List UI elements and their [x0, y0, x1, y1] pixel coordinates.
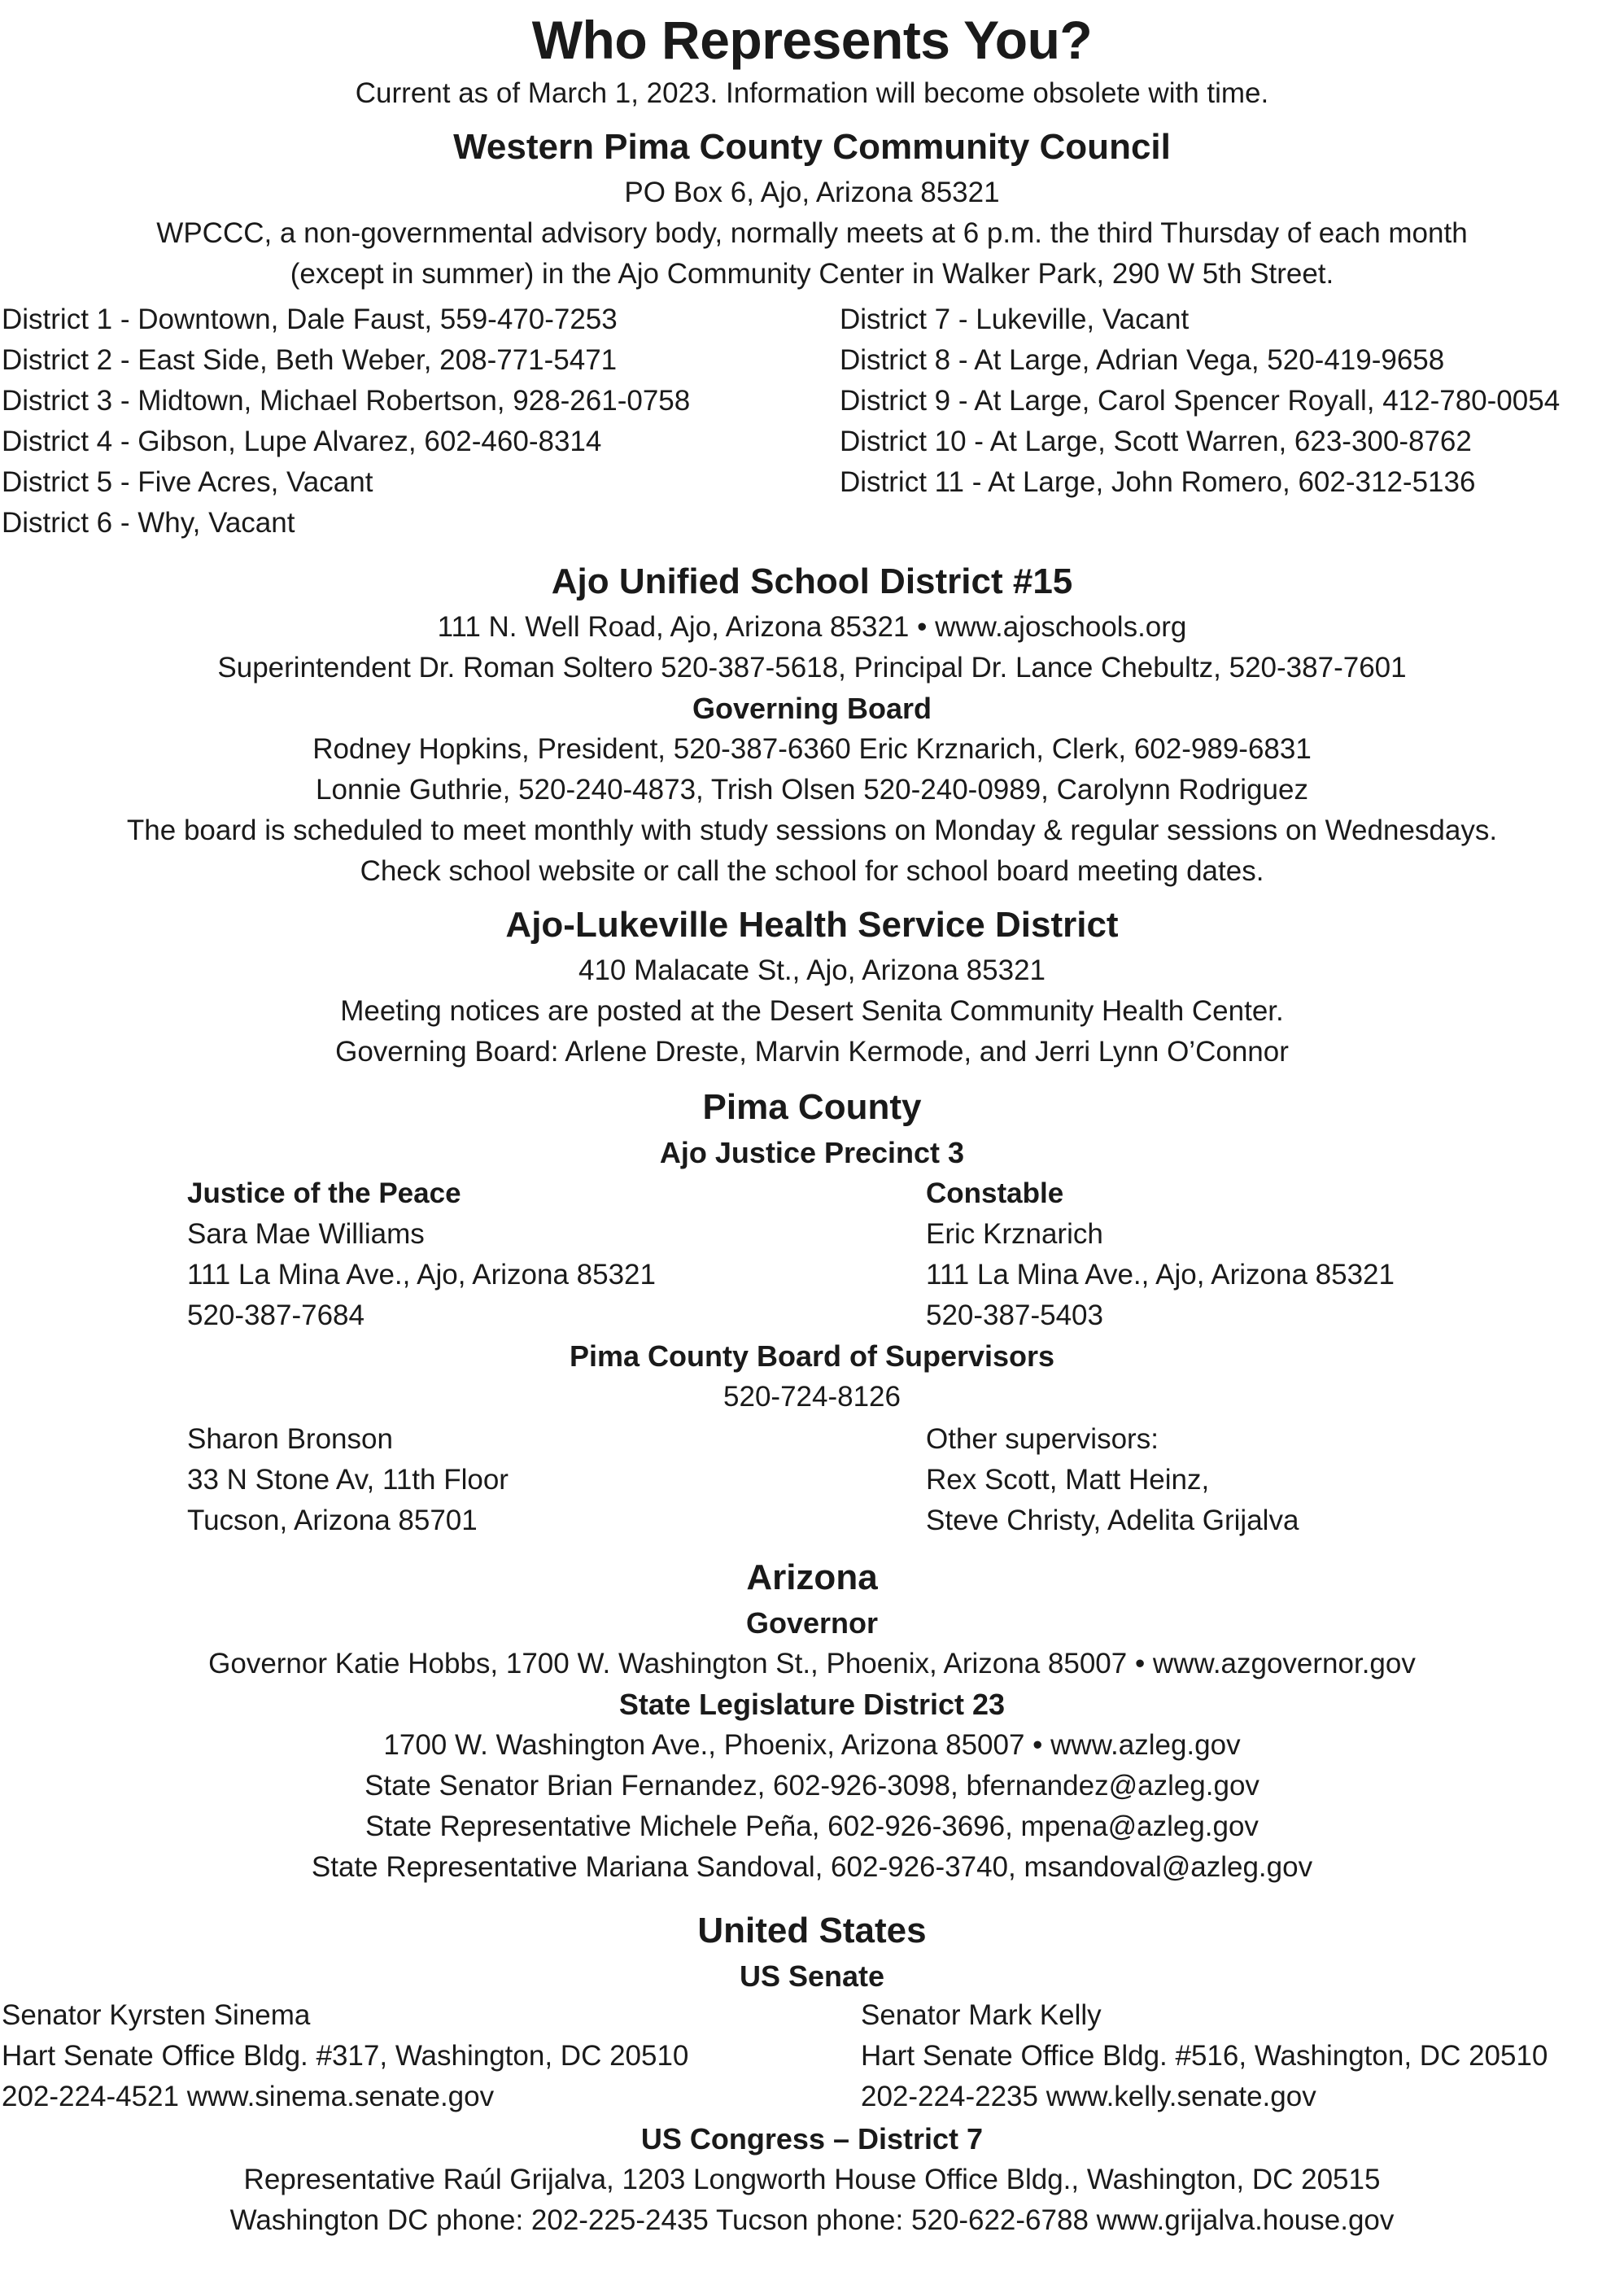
legislature-line: State Representative Mariana Sandoval, 602-926-3740, msandoval@azleg.gov — [311, 1851, 1313, 1883]
supervisor-line: Other supervisors: — [926, 1423, 1159, 1455]
us-heading: United States — [697, 1911, 927, 1950]
health-heading: Ajo-Lukeville Health Service District — [505, 905, 1119, 945]
supervisors-heading-block — [0, 1336, 1624, 1417]
school-board-members: Lonnie Guthrie, 520-240-4873, Trish Olsen 520-240-0989, Carolynn Rodriguez — [316, 774, 1308, 806]
health-board: Governing Board: Arlene Dreste, Marvin Kermode, and Jerri Lynn O’Connor — [335, 1036, 1289, 1068]
supervisor-line: Sharon Bronson — [187, 1423, 393, 1455]
constable-name: Eric Krznarich — [926, 1218, 1103, 1250]
pima-precinct-heading: Ajo Justice Precinct 3 — [659, 1136, 965, 1169]
congress-heading: US Congress – District 7 — [640, 2122, 984, 2156]
district-item: District 1 - Downtown, Dale Faust, 559-470-7253 — [2, 304, 618, 335]
district-item: District 9 - At Large, Carol Spencer Royall, 412-780-0054 — [840, 385, 1561, 417]
arizona-section — [0, 1553, 1624, 1888]
senator-line: Hart Senate Office Bldg. #516, Washington, DC 20510 — [861, 2040, 1548, 2072]
us-section — [0, 1906, 1624, 1997]
page-title: Who Represents You? — [531, 10, 1093, 70]
district-item: District 10 - At Large, Scott Warren, 623-300-8762 — [840, 426, 1472, 457]
supervisor-line: Rex Scott, Matt Heinz, — [926, 1464, 1210, 1496]
health-section — [0, 900, 1624, 1072]
jp-title: Justice of the Peace — [187, 1177, 461, 1209]
school-board-members: Rodney Hopkins, President, 520-387-6360 Eric Krznarich, Clerk, 602-989-6831 — [312, 733, 1312, 765]
constable-title: Constable — [926, 1177, 1064, 1209]
jp-name: Sara Mae Williams — [187, 1218, 425, 1250]
congress-section — [0, 2119, 1624, 2241]
supervisor-line: Tucson, Arizona 85701 — [187, 1505, 478, 1536]
title-block — [0, 7, 1624, 114]
wpccc-description: (except in summer) in the Ajo Community Center in Walker Park, 290 W 5th Street. — [290, 258, 1334, 290]
senate-heading: US Senate — [739, 1959, 885, 1993]
legislature-line: State Senator Brian Fernandez, 602-926-3098, bfernandez@azleg.gov — [365, 1770, 1259, 1802]
district-item: District 8 - At Large, Adrian Vega, 520-419-9658 — [840, 344, 1445, 376]
pima-section — [0, 1082, 1624, 1173]
governor-heading: Governor — [745, 1606, 879, 1640]
district-item: District 11 - At Large, John Romero, 602-312-5136 — [840, 466, 1476, 498]
wpccc-address: PO Box 6, Ajo, Arizona 85321 — [624, 177, 1000, 208]
wpccc-heading: Western Pima County Community Council — [453, 127, 1171, 167]
school-heading: Ajo Unified School District #15 — [551, 561, 1073, 601]
supervisor-line: 33 N Stone Av, 11th Floor — [187, 1464, 509, 1496]
senator-line: 202-224-4521 www.sinema.senate.gov — [2, 2081, 495, 2112]
district-item: District 4 - Gibson, Lupe Alvarez, 602-460-8314 — [2, 426, 602, 457]
wpccc-description: WPCCC, a non-governmental advisory body, normally meets at 6 p.m. the third Thursday of each month — [156, 217, 1468, 249]
school-admin: Superintendent Dr. Roman Soltero 520-387-5618, Principal Dr. Lance Chebultz, 520-387-7601 — [217, 652, 1407, 684]
wpccc-districts-left — [2, 299, 690, 544]
constable-phone: 520-387-5403 — [926, 1299, 1103, 1331]
senator-line: Hart Senate Office Bldg. #317, Washington, DC 20510 — [2, 2040, 689, 2072]
supervisors-heading: Pima County Board of Supervisors — [569, 1339, 1055, 1373]
senator-sinema — [2, 1995, 688, 2117]
senator-line: Senator Kyrsten Sinema — [2, 1999, 311, 2031]
school-address: 111 N. Well Road, Ajo, Arizona 85321 • www.ajoschools.org — [437, 611, 1187, 643]
congress-line: Washington DC phone: 202-225-2435 Tucson phone: 520-622-6788 www.grijalva.house.gov — [229, 2204, 1395, 2236]
school-board-heading: Governing Board — [692, 692, 932, 725]
district-item: District 6 - Why, Vacant — [2, 507, 295, 539]
pima-heading: Pima County — [702, 1087, 922, 1127]
supervisor-line: Steve Christy, Adelita Grijalva — [926, 1505, 1299, 1536]
arizona-heading: Arizona — [746, 1557, 878, 1597]
justice-of-the-peace — [187, 1173, 656, 1336]
district-item: District 5 - Five Acres, Vacant — [2, 466, 373, 498]
school-section — [0, 557, 1624, 892]
school-board-note: The board is scheduled to meet monthly with study sessions on Monday & regular sessions on Wednesdays. — [126, 815, 1498, 846]
senator-line: Senator Mark Kelly — [861, 1999, 1102, 2031]
wpccc-districts-right — [840, 299, 1560, 503]
legislature-heading: State Legislature District 23 — [618, 1688, 1006, 1721]
jp-phone: 520-387-7684 — [187, 1299, 365, 1331]
jp-address: 111 La Mina Ave., Ajo, Arizona 85321 — [187, 1259, 656, 1291]
health-address: 410 Malacate St., Ajo, Arizona 85321 — [578, 954, 1046, 986]
district-item: District 3 - Midtown, Michael Robertson, 928-261-0758 — [2, 385, 691, 417]
legislature-line: State Representative Michele Peña, 602-926-3696, mpena@azleg.gov — [365, 1810, 1259, 1842]
governor-info: Governor Katie Hobbs, 1700 W. Washington St., Phoenix, Arizona 85007 • www.azgovernor.gov — [208, 1648, 1416, 1679]
constable — [926, 1173, 1395, 1336]
senator-kelly — [861, 1995, 1548, 2117]
legislature-line: 1700 W. Washington Ave., Phoenix, Arizona 85007 • www.azleg.gov — [383, 1729, 1241, 1761]
school-board-note: Check school website or call the school for school board meeting dates. — [360, 855, 1264, 887]
constable-address: 111 La Mina Ave., Ajo, Arizona 85321 — [926, 1259, 1395, 1291]
district-item: District 2 - East Side, Beth Weber, 208-771-5471 — [2, 344, 618, 376]
health-note: Meeting notices are posted at the Desert Senita Community Health Center. — [340, 995, 1284, 1027]
district-item: District 7 - Lukeville, Vacant — [840, 304, 1190, 335]
senator-line: 202-224-2235 www.kelly.senate.gov — [861, 2081, 1316, 2112]
wpccc-section — [0, 122, 1624, 295]
supervisor-bronson — [187, 1419, 509, 1541]
other-supervisors — [926, 1419, 1299, 1541]
supervisors-phone: 520-724-8126 — [723, 1381, 901, 1413]
congress-line: Representative Raúl Grijalva, 1203 Longworth House Office Bldg., Washington, DC 20515 — [243, 2164, 1381, 2195]
page-subtitle: Current as of March 1, 2023. Information will become obsolete with time. — [355, 77, 1269, 109]
